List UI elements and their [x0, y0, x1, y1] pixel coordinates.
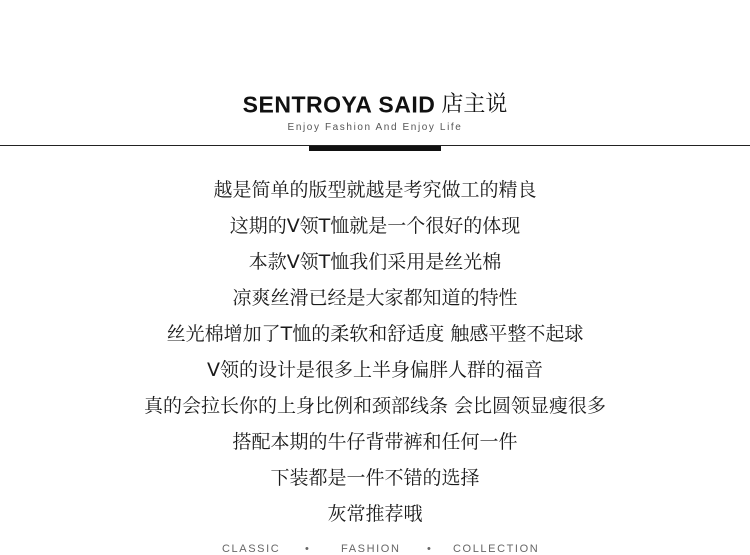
description-line: 真的会拉长你的上身比例和颈部线条 会比圆领显瘦很多 [143, 395, 607, 417]
description-text [0, 172, 750, 532]
brand-tagline: Enjoy Fashion And Enjoy Life [287, 121, 463, 133]
footer-tags [0, 542, 750, 555]
description-line: 灰常推荐哦 [327, 503, 423, 525]
footer-separator-dot: • [305, 543, 311, 555]
description-line: 丝光棉增加了T恤的柔软和舒适度 触感平整不起球 [166, 323, 584, 345]
description-line: 搭配本期的牛仔背带裤和任何一件 [232, 431, 518, 453]
description-line: 凉爽丝滑已经是大家都知道的特性 [232, 287, 518, 309]
brand-title [243, 88, 508, 121]
description-line: 越是简单的版型就越是考究做工的精良 [213, 179, 537, 201]
description-line: V领的设计是很多上半身偏胖人群的福音 [207, 359, 543, 381]
footer-tag-fashion: FASHION [341, 543, 401, 555]
section-header [0, 88, 750, 135]
header-divider-accent-bar [309, 146, 441, 151]
brand-name-en: SENTROYA SAID [242, 91, 436, 118]
footer-separator-dot: • [427, 543, 433, 555]
brand-name-cn: 店主说 [441, 91, 508, 117]
footer-tag-collection: COLLECTION [453, 543, 540, 555]
description-line: 本款V领T恤我们采用是丝光棉 [248, 251, 502, 273]
footer-tag-classic: CLASSIC [222, 543, 281, 555]
description-line: 这期的V领T恤就是一个很好的体现 [229, 215, 521, 237]
description-line: 下装都是一件不错的选择 [270, 467, 480, 489]
